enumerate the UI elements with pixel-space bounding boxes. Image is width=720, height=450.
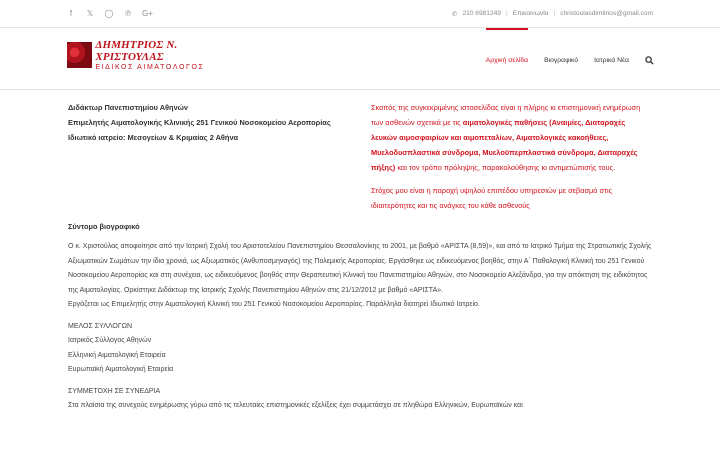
- top-bar: [0, 0, 720, 28]
- email-link[interactable]: christoulasdimitrios@gmail.com: [560, 10, 653, 17]
- logo-subtitle: ΕΙΔΙΚΟΣ ΑΙΜΑΤΟΛΟΓΟΣ: [95, 63, 205, 71]
- bio-work-paragraph: Εργάζεται ως Επιμελητής στην Αιματολογική Κλινική του 251 Γενικού Νοσοκομείου Αεροπορίας. Παράλληλα διατηρεί Ιδιωτικό Ιατρείο.: [68, 301, 480, 308]
- facebook-icon[interactable]: f: [69, 9, 73, 18]
- pinterest-icon[interactable]: ℗: [125, 9, 131, 18]
- main-content: [0, 100, 720, 414]
- search-icon[interactable]: [645, 28, 654, 90]
- bio-title: Σύντομο βιογραφικό: [68, 222, 140, 231]
- blood-cells-logo-image: [67, 42, 92, 68]
- separator: |: [505, 10, 508, 17]
- site-logo[interactable]: [67, 38, 225, 71]
- purpose-block: [371, 100, 652, 212]
- bio-paragraph: Ο κ. Χριστούλας αποφοίτησε από την Ιατρική Σχολή του Αριστοτελείου Πανεπιστημίου Θεσσαλονίκης το 2001, με βαθμό «ΑΡΙΣΤΑ (8,59)», και από το Ιατρικό Τμήμα της Στρατιωτικής Σχολής Αξιωματικών Σωμάτων την ίδια χρονιά, ως Αξιωματικός (Ανθυποσμηναγός) της Πολεμικής Αεροπορίας. Εργάσθηκε ως ειδικευόμενος βοηθός, στην Α΄ Παθολογική Κλινική του 251 Γενικού Νοσοκομείου Αεροπορίας και στη συνέχεια, ως ειδικευόμενος βοηθός στην Θεραπευτική Κλινική του Πανεπιστημίου Αθηνών, στο Νοσοκομείο Αλεξάνδρα, για την απόκτηση της ειδικότητος της Αιματολογίας. Ορκίστηκε Διδάκτωρ της Ιατρικής Σχολής Πανεπιστημίου Αθηνών στις 21/12/2012 με βαθμό «ΑΡΙΣΤΑ».: [68, 243, 652, 294]
- memberships: [68, 320, 652, 378]
- membership-item: Ιατρικός Σύλλογος Αθηνών: [68, 337, 152, 344]
- main-nav: [486, 28, 654, 90]
- conferences-paragraph: Στα πλαίσια της συνεχούς ενημέρωσης γύρω από τις τελευταίες επιστημονικές εξελίξεις έχει συμμετάσχει σε πληθώρα Ελληνικών, Ευρωπαϊκών και: [68, 402, 523, 409]
- twitter-icon[interactable]: 𝕏: [86, 9, 94, 18]
- goal-paragraph: Στόχος μου είναι η παροχή υψηλού επιπέδου υπηρεσιών με σεβασμό στις ιδιαιτερότητες και τις ανάγκες του κάθε ασθενούς: [370, 186, 613, 210]
- separator: |: [553, 10, 556, 17]
- nav-item-medical-news[interactable]: Ιατρικά Νέα: [594, 56, 629, 64]
- contact-link[interactable]: Επικοινωνία: [512, 10, 549, 17]
- membership-item: Ελληνική Αιματολογική Εταιρεία: [68, 351, 166, 359]
- logo-name: ΔΗΜΗΤΡΙΟΣ Ν. ΧΡΙΣΤΟΥΛΑΣ: [95, 38, 178, 63]
- social-links: [66, 9, 152, 18]
- intro-degree: Διδάκτωρ Πανεπιστημίου Αθηνών: [68, 103, 189, 112]
- memberships-title: ΜΕΛΟΣ ΣΥΛΛΟΓΩΝ: [68, 322, 133, 330]
- intro-office: Ιδιωτικό ιατρείο: Μεσογείων & Κριμαίας 2 Αθήνα: [68, 133, 239, 142]
- instagram-icon[interactable]: ◯: [104, 9, 114, 18]
- site-header: [0, 28, 720, 90]
- phone-icon: ✆: [451, 10, 458, 18]
- phone-number: 210 6981249: [462, 10, 501, 17]
- conferences-title: ΣΥΜΜΕΤΟΧΗ ΣΕ ΣΥΝΕΔΡΙΑ: [68, 387, 161, 395]
- google-plus-icon[interactable]: G+: [142, 9, 153, 18]
- nav-item-home[interactable]: Αρχική σελίδα: [486, 28, 528, 90]
- conferences: [68, 385, 652, 414]
- purpose-paragraph: Σκοπός της συγκεκριμένης ιστοσελίδας είναι η πλήρης κι επιστημονική ενημέρωση των ασθενών σχετικά με τις αιματολογικές παθήσεις (Αναιμίες, Διαταραχές λευκών αιμοσφαιρίων και αιμοπεταλίων, Αιματολογικές κακοήθειες, Μυελοδυσπλαστικά σύνδρομα, Μυελοϋπερπλαστικά σύνδρομα, Διαταραχές πήξης) και τον τρόπο πρόληψης, παρακολούθησης κι αντιμετώπισής τους.: [370, 103, 641, 172]
- nav-item-biography[interactable]: Βιογραφικό: [544, 56, 579, 64]
- contact-info: [452, 10, 653, 18]
- membership-item: Ευρωπαϊκή Αιματολογική Εταιρεία: [68, 366, 174, 373]
- intro-block: [68, 100, 371, 212]
- intro-position: Επιμελητής Αιματολογικής Κλινικής 251 Γενικού Νοσοκομείου Αεροπορίας: [68, 118, 331, 127]
